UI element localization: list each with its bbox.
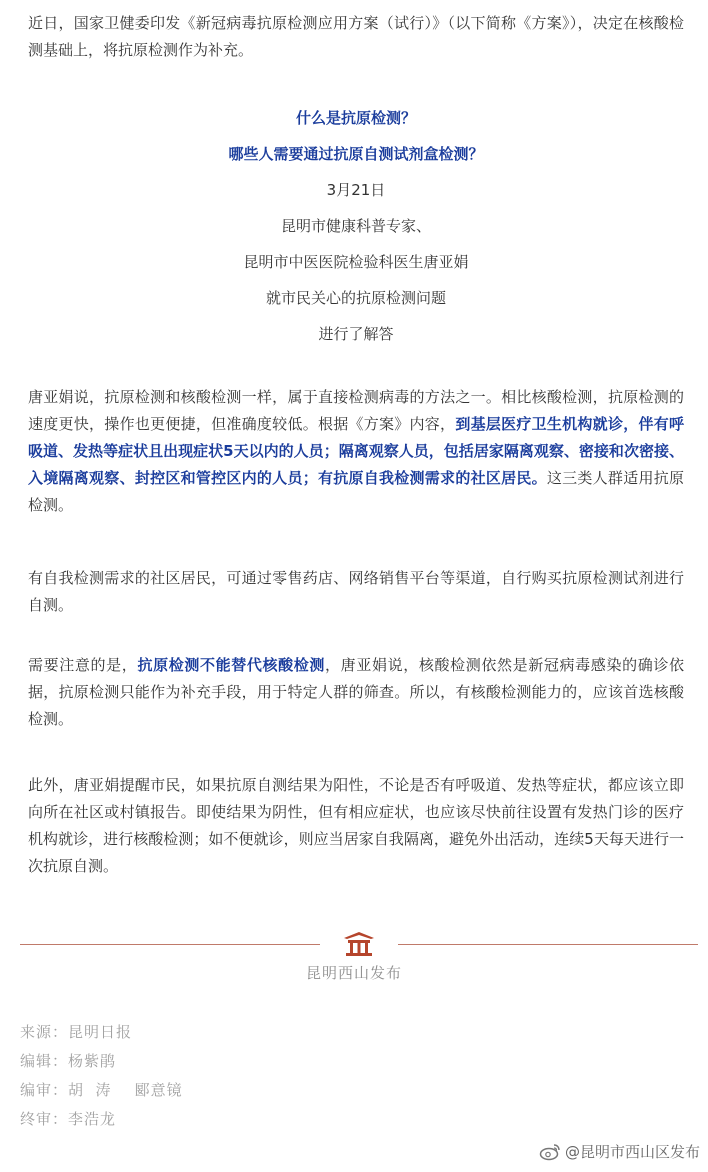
weibo-icon — [539, 1143, 561, 1161]
credit-final-reviewer: 终审：李浩龙 — [20, 1110, 117, 1128]
expert-line-1: 昆明市健康科普专家、 — [280, 217, 431, 235]
divider-line-left — [20, 944, 320, 945]
para1-text-a: 唐亚娟说，抗原检测和核酸检测一样，属于直接检测病毒的方法之一。相比核酸检测，抗原检测的速度更快，操作也更便捷，但准确度较低。根据《方案》内容， — [28, 388, 684, 433]
paragraph-self-test-purchase: 有自我检测需求的社区居民，可通过零售药店、网络销售平台等渠道，自行购买抗原检测试剂进行自测。 — [28, 569, 684, 614]
date-line: 3月21日 — [326, 181, 386, 199]
divider-line-right — [398, 944, 698, 945]
expert-line-2: 昆明市中医医院检验科医生唐亚娟 — [243, 253, 469, 271]
center-block — [28, 100, 684, 352]
pavilion-icon — [342, 931, 376, 957]
paragraph-applicable-groups — [28, 384, 684, 519]
publisher-label: 昆明西山发布 — [305, 964, 402, 982]
credits — [20, 1018, 183, 1134]
para1-text-b: 这三类人群适用抗原检测。 — [28, 469, 684, 514]
paragraph-not-replace — [28, 652, 684, 733]
heading-who-needs-test: 哪些人需要通过抗原自测试剂盒检测？ — [228, 145, 484, 163]
credit-source: 来源：昆明日报 — [20, 1023, 133, 1041]
heading-what-is-antigen: 什么是抗原检测？ — [295, 109, 416, 127]
para1-highlight: 到基层医疗卫生机构就诊，伴有呼吸道、发热等症状且出现症状5天以内的人员；隔离观察人员，包括居家隔离观察、密接和次密接、入境隔离观察、封控区和管控区内的人员；有抗原自我检测需求的社区居民。 — [28, 415, 684, 487]
expert-line-3: 就市民关心的抗原检测问题 — [265, 289, 446, 307]
intro-paragraph: 近日，国家卫健委印发《新冠病毒抗原检测应用方案（试行）》（以下简称《方案》），决定在核酸检测基础上，将抗原检测作为补充。 — [28, 14, 684, 59]
para3-text-b: ，唐亚娟说，核酸检测依然是新冠病毒感染的确诊依据，抗原检测只能作为补充手段，用于特定人群的筛查。所以，有核酸检测能力的，应该首选核酸检测。 — [28, 656, 684, 728]
watermark-text: @昆明市西山区发布 — [564, 1143, 700, 1161]
weibo-watermark — [539, 1141, 700, 1162]
credit-reviewer: 编审：胡 涛 郾意镜 — [20, 1081, 183, 1099]
para3-highlight: 抗原检测不能替代核酸检测 — [137, 656, 326, 674]
para3-text-a: 需要注意的是， — [28, 656, 138, 674]
paragraph-positive-result: 此外，唐亚娟提醒市民，如果抗原自测结果为阳性，不论是否有呼吸道、发热等症状，都应该立即向所在社区或村镇报告。即使结果为阴性，但有相应症状，也应该尽快前往设置有发热门诊的医疗机构就诊，进行核酸检测；如不便就诊，则应当居家自我隔离，避免外出活动，连续5天每天进行一次抗原自测。 — [28, 776, 684, 875]
expert-line-4: 进行了解答 — [318, 325, 394, 343]
credit-editor: 编辑：杨紫鹃 — [20, 1052, 117, 1070]
